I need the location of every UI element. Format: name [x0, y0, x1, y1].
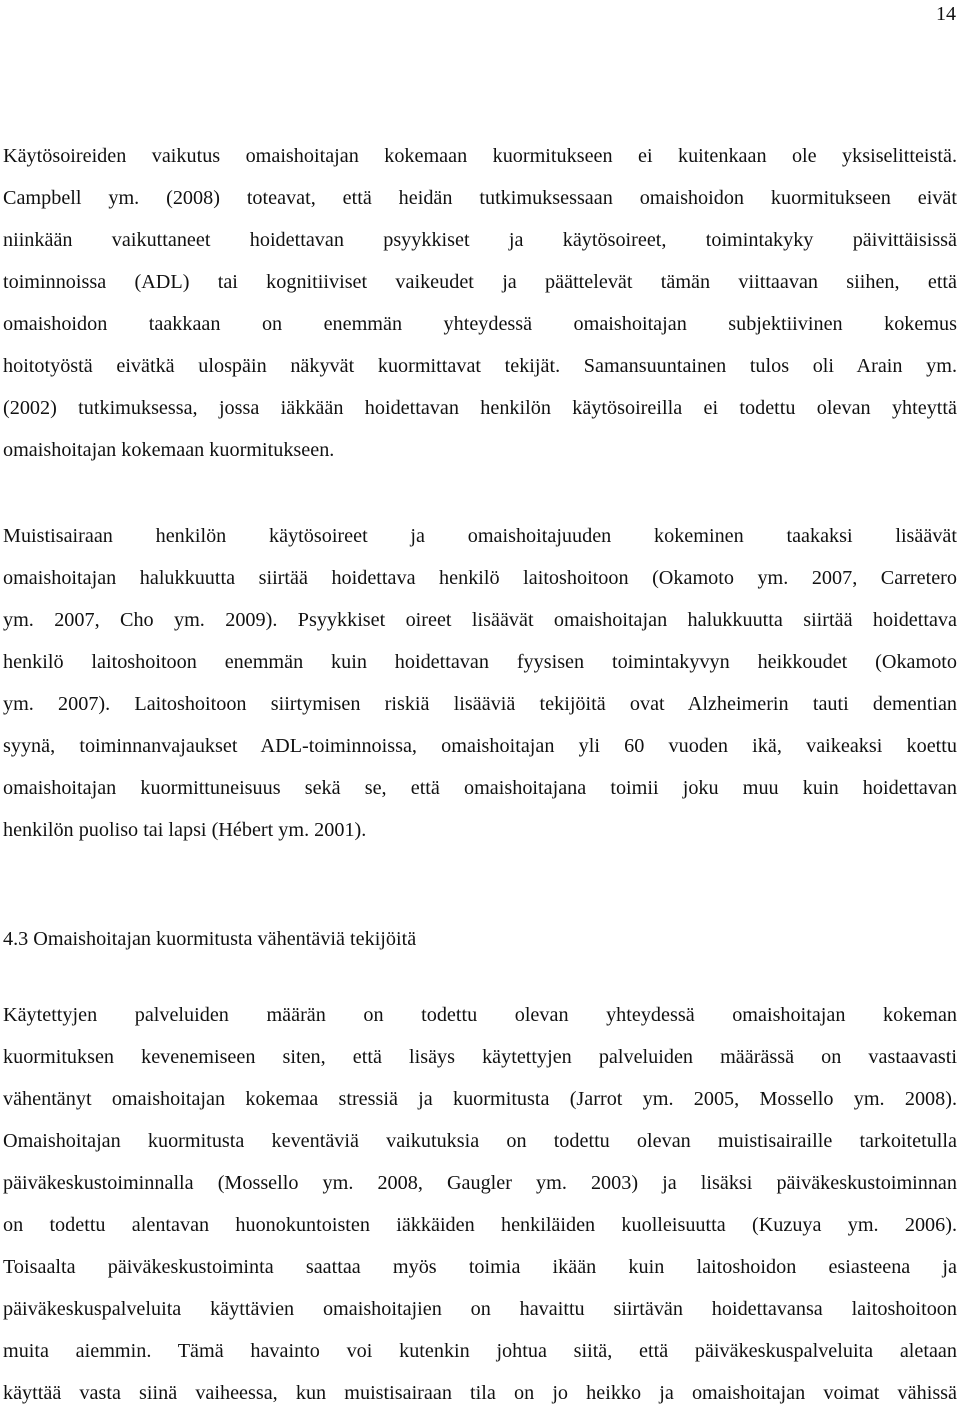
text-line: Muistisairaan henkilön käytösoireet ja omaishoitajuuden kokeminen taakaksi lisäävät	[3, 525, 957, 547]
text-line: Käytettyjen palveluiden määrän on todettu olevan yhteydessä omaishoitajan kokeman	[3, 1004, 957, 1026]
text-line: Käytösoireiden vaikutus omaishoitajan kokemaan kuormitukseen ei kuitenkaan ole yksiselitteistä.	[3, 145, 957, 167]
text-line: hoitotyöstä eivätkä ulospäin näkyvät kuormittavat tekijät. Samansuuntainen tulos oli Arain ym.	[3, 355, 957, 377]
page-number: 14	[936, 3, 956, 25]
text-line: henkilön puoliso tai lapsi (Hébert ym. 2001).	[3, 819, 367, 841]
text-line: Campbell ym. (2008) toteavat, että heidän tutkimuksessaan omaishoidon kuormitukseen eivät	[3, 187, 957, 209]
text-line: omaishoitajan kokemaan kuormitukseen.	[3, 439, 335, 461]
text-line: toiminnoissa (ADL) tai kognitiiviset vaikeudet ja päättelevät tämän viittaavan siihen, että	[3, 271, 957, 293]
text-line: muita aiemmin. Tämä havainto voi kutenkin johtua siitä, että päiväkeskuspalveluita aletaan	[3, 1340, 957, 1362]
text-line: Toisaalta päiväkeskustoiminta saattaa myös toimia ikään kuin laitoshoidon esiasteena ja	[3, 1256, 957, 1278]
text-line: syynä, toiminnanvajaukset ADL-toiminnoissa, omaishoitajan yli 60 vuoden ikä, vaikeaksi koettu	[3, 735, 957, 757]
text-line: päiväkeskustoiminnalla (Mossello ym. 2008, Gaugler ym. 2003) ja lisäksi päiväkeskustoiminnan	[3, 1172, 957, 1194]
text-line: vähentänyt omaishoitajan kokemaa stressiä ja kuormitusta (Jarrot ym. 2005, Mossello ym. 2008).	[3, 1088, 957, 1110]
paragraph-3	[3, 994, 957, 1414]
paragraph-1	[3, 135, 957, 471]
section-heading: 4.3 Omaishoitajan kuormitusta vähentäviä tekijöitä	[3, 928, 417, 950]
text-line: niinkään vaikuttaneet hoidettavan psyykkiset ja käytösoireet, toimintakyky päivittäisissä	[3, 229, 957, 251]
text-line: omaishoitajan halukkuutta siirtää hoidettava henkilö laitoshoitoon (Okamoto ym. 2007, Carretero	[3, 567, 957, 589]
text-line: käyttää vasta siinä vaiheessa, kun muistisairaan tila on jo heikko ja omaishoitajan voimat vähissä	[3, 1382, 957, 1404]
text-line: kuormituksen kevenemiseen siten, että lisäys käytettyjen palveluiden määrässä on vastaavasti	[3, 1046, 957, 1068]
text-line: ym. 2007, Cho ym. 2009). Psyykkiset oireet lisäävät omaishoitajan halukkuutta siirtää hoidettava	[3, 609, 957, 631]
text-line: henkilö laitoshoitoon enemmän kuin hoidettavan fyysisen toimintakyvyn heikkoudet (Okamoto	[3, 651, 957, 673]
text-line: omaishoidon taakkaan on enemmän yhteydessä omaishoitajan subjektiivinen kokemus	[3, 313, 957, 335]
text-line: on todettu alentavan huonokuntoisten iäkkäiden henkiläiden kuolleisuutta (Kuzuya ym. 2006).	[3, 1214, 957, 1236]
paragraph-2	[3, 515, 957, 851]
text-line: (2002) tutkimuksessa, jossa iäkkään hoidettavan henkilön käytösoireilla ei todettu olevan yhteyttä	[3, 397, 957, 419]
text-line: omaishoitajan kuormittuneisuus sekä se, että omaishoitajana toimii joku muu kuin hoidettavan	[3, 777, 957, 799]
text-line: päiväkeskuspalveluita käyttävien omaishoitajien on havaittu siirtävän hoidettavansa laitoshoitoon	[3, 1298, 957, 1320]
text-line: Omaishoitajan kuormitusta keventäviä vaikutuksia on todettu olevan muistisairaille tarkoitetulla	[3, 1130, 957, 1152]
text-line: ym. 2007). Laitoshoitoon siirtymisen riskiä lisääviä tekijöitä ovat Alzheimerin tauti dementian	[3, 693, 957, 715]
